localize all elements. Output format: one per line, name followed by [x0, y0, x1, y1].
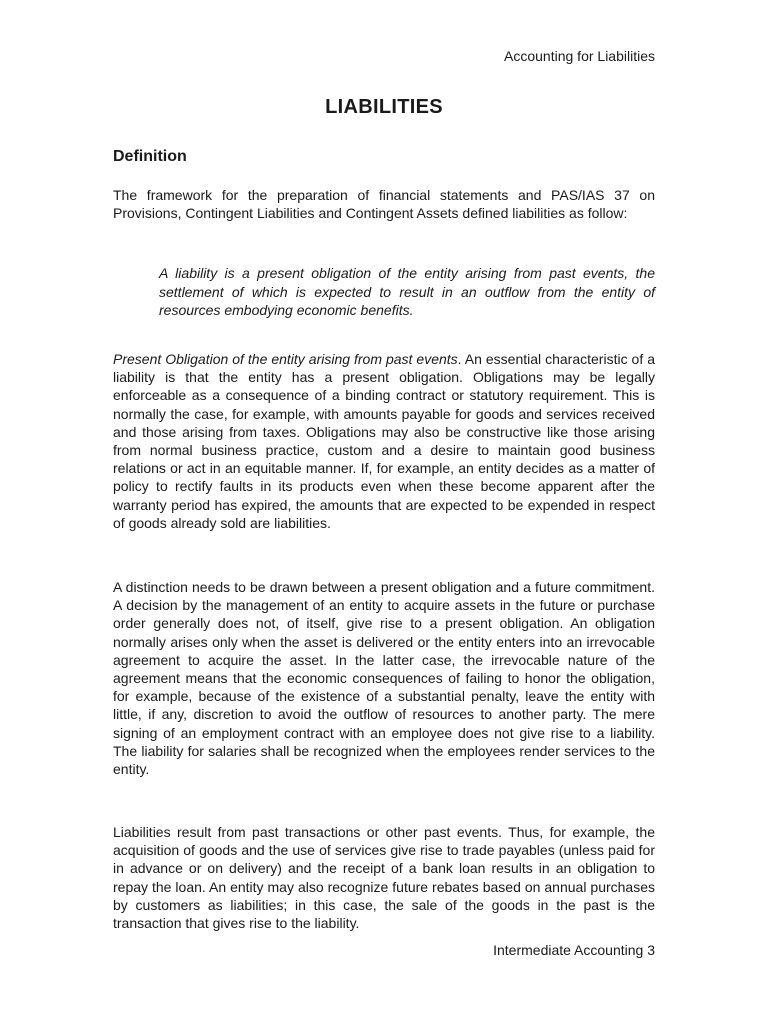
section-heading-definition: Definition	[113, 148, 187, 165]
distinction-paragraph: A distinction needs to be drawn between a present obligation and a future commitment. A decision by the management of an entity to acquire assets in the future or purchase order generally does not, of itself, give rise to a present obligation. An obligation normally arises only when the asset is delivered or the entity enters into an irrevocable agreement to acquire the asset. In the latter case, the irrevocable nature of the agreement means that the economic consequences of failing to honor the obligation, for example, because of the existence of a substantial penalty, leave the entity with little, if any, discretion to avoid the outflow of resources to another party. The mere signing of an employment contract with an employee does not give rise to a liability. The liability for salaries shall be recognized when the employees render services to the entity.	[113, 579, 655, 778]
past-transactions-paragraph: Liabilities result from past transactions or other past events. Thus, for example, the acquisition of goods and the use of services give rise to trade payables (unless paid for in advance or on delivery) and the receipt of a bank loan results in an obligation to repay the loan. An entity may also recognize future rebates based on annual purchases by customers as liabilities; in this case, the sale of the goods in the past is the transaction that gives rise to the liability.	[113, 824, 655, 932]
present-obligation-lead: Present Obligation of the entity arising from past events	[113, 351, 458, 367]
definition-quote: A liability is a present obligation of the entity arising from past events, the settlement of which is expected to result in an outflow from the entity of resources embodying economic benefits.	[159, 265, 655, 318]
running-header: Accounting for Liabilities	[504, 48, 655, 64]
running-footer: Intermediate Accounting 3	[493, 942, 655, 958]
page-title: LIABILITIES	[325, 96, 443, 118]
present-obligation-paragraph	[113, 350, 655, 532]
present-obligation-body: . An essential characteristic of a liability is that the entity has a present obligation. Obligations may be legally enforceable as a consequence of a binding contract or statutory requirement. This is normally the case, for example, with amounts payable for goods and services received and those arising from taxes. Obligations may also be constructive like those arising from normal business practice, custom and a desire to maintain good business relations or act in an equitable manner. If, for example, an entity decides as a matter of policy to rectify faults in its products even when these become apparent after the warranty period has expired, the amounts that are expected to be expended in respect of goods already sold are liabilities.	[113, 351, 655, 531]
intro-paragraph: The framework for the preparation of financial statements and PAS/IAS 37 on Provisions, Contingent Liabilities and Contingent Assets defined liabilities as follow:	[113, 187, 655, 222]
